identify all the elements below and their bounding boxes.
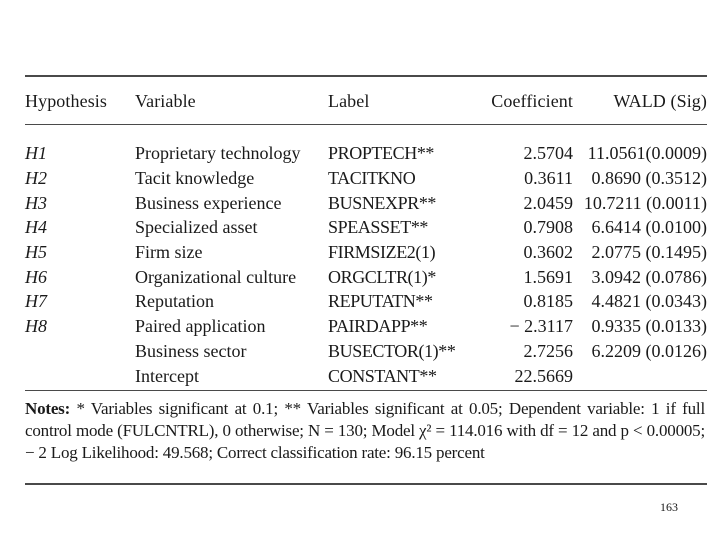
header-variable: Variable [135, 90, 196, 111]
wald-cell: 0.9335 (0.0133) [591, 316, 707, 337]
variable-cell: Paired application [135, 316, 266, 337]
label-cell: PAIRDAPP** [328, 316, 428, 337]
coefficient-cell: 0.3602 [523, 242, 573, 263]
notes-prefix: Notes: [25, 399, 71, 418]
label-cell: SPEASSET** [328, 217, 429, 238]
wald-cell [581, 363, 707, 388]
table-top-rule [25, 75, 707, 77]
coefficient-cell: − 2.3117 [509, 316, 573, 337]
variable-cell: Intercept [135, 365, 199, 386]
variable-cell: Reputation [135, 291, 214, 312]
label-cell: ORGCLTR(1)* [328, 266, 436, 287]
table-row [25, 339, 707, 364]
header-wald: WALD (Sig) [613, 90, 707, 111]
variable-cell: Business sector [135, 340, 247, 361]
variable-cell: Organizational culture [135, 266, 297, 287]
hypothesis-cell: H7 [25, 291, 47, 312]
label-cell: BUSNEXPR** [328, 192, 437, 213]
wald-cell: 0.8690 (0.3512) [591, 168, 707, 189]
label-cell: FIRMSIZE2(1) [328, 242, 436, 263]
notes-rule [25, 390, 707, 391]
label-cell: REPUTATN** [328, 291, 433, 312]
table-row [25, 166, 707, 191]
hypothesis-cell: H3 [25, 192, 47, 213]
header-hypothesis: Hypothesis [25, 90, 107, 111]
table-row [25, 289, 707, 314]
coefficient-cell: 0.7908 [523, 217, 573, 238]
header-label: Label [328, 90, 370, 111]
hypothesis-cell: H6 [25, 266, 47, 287]
hypothesis-cell: H1 [25, 143, 47, 164]
label-cell: BUSECTOR(1)** [328, 340, 456, 361]
variable-cell: Specialized asset [135, 217, 258, 238]
table-bottom-rule [25, 483, 707, 485]
table-body [25, 141, 707, 388]
wald-cell: 10.7211 (0.0011) [583, 192, 707, 213]
wald-cell: 6.2209 (0.0126) [591, 340, 707, 361]
variable-cell: Business experience [135, 192, 282, 213]
table-header [25, 86, 707, 116]
coefficient-cell: 0.3611 [524, 168, 573, 189]
label-cell: CONSTANT** [328, 365, 437, 386]
hypothesis-cell [25, 363, 135, 388]
table-row [25, 215, 707, 240]
wald-cell: 3.0942 (0.0786) [591, 266, 707, 287]
hypothesis-cell: H8 [25, 316, 47, 337]
label-cell: PROPTECH** [328, 143, 435, 164]
wald-cell: 6.6414 (0.0100) [591, 217, 707, 238]
variable-cell: Proprietary technology [135, 143, 301, 164]
table-row [25, 190, 707, 215]
page-number: 163 [660, 500, 678, 514]
variable-cell: Firm size [135, 242, 203, 263]
table-row [25, 264, 707, 289]
variable-cell: Tacit knowledge [135, 168, 255, 189]
coefficient-cell: 2.7256 [523, 340, 573, 361]
hypothesis-cell [25, 339, 135, 364]
header-rule [25, 124, 707, 125]
hypothesis-cell: H2 [25, 168, 47, 189]
header-row [25, 86, 707, 116]
coefficient-cell: 2.0459 [523, 192, 573, 213]
wald-cell: 11.0561(0.0009) [587, 143, 707, 164]
wald-cell: 4.4821 (0.0343) [591, 291, 707, 312]
wald-cell: 2.0775 (0.1495) [591, 242, 707, 263]
label-cell: TACITKNO [328, 168, 416, 189]
table-notes [25, 398, 705, 464]
coefficient-cell: 0.8185 [523, 291, 573, 312]
coefficient-cell: 22.5669 [514, 365, 573, 386]
table-row [25, 314, 707, 339]
coefficient-cell: 1.5691 [523, 266, 573, 287]
notes-text: * Variables significant at 0.1; ** Variables significant at 0.05; Dependent variable: 1 if full control mode (FULCNTRL), 0 otherwise; N = 130; Model χ² = 114.016 with df = 12 and p < 0.00005; − 2 Log Likelihood: 49.568; Correct classification rate: 96.15 percent [25, 399, 705, 462]
hypothesis-cell: H5 [25, 242, 47, 263]
table-row [25, 141, 707, 166]
coefficient-cell: 2.5704 [523, 143, 573, 164]
hypothesis-cell: H4 [25, 217, 47, 238]
table-row [25, 240, 707, 265]
header-coefficient: Coefficient [491, 90, 573, 111]
table-row [25, 363, 707, 388]
